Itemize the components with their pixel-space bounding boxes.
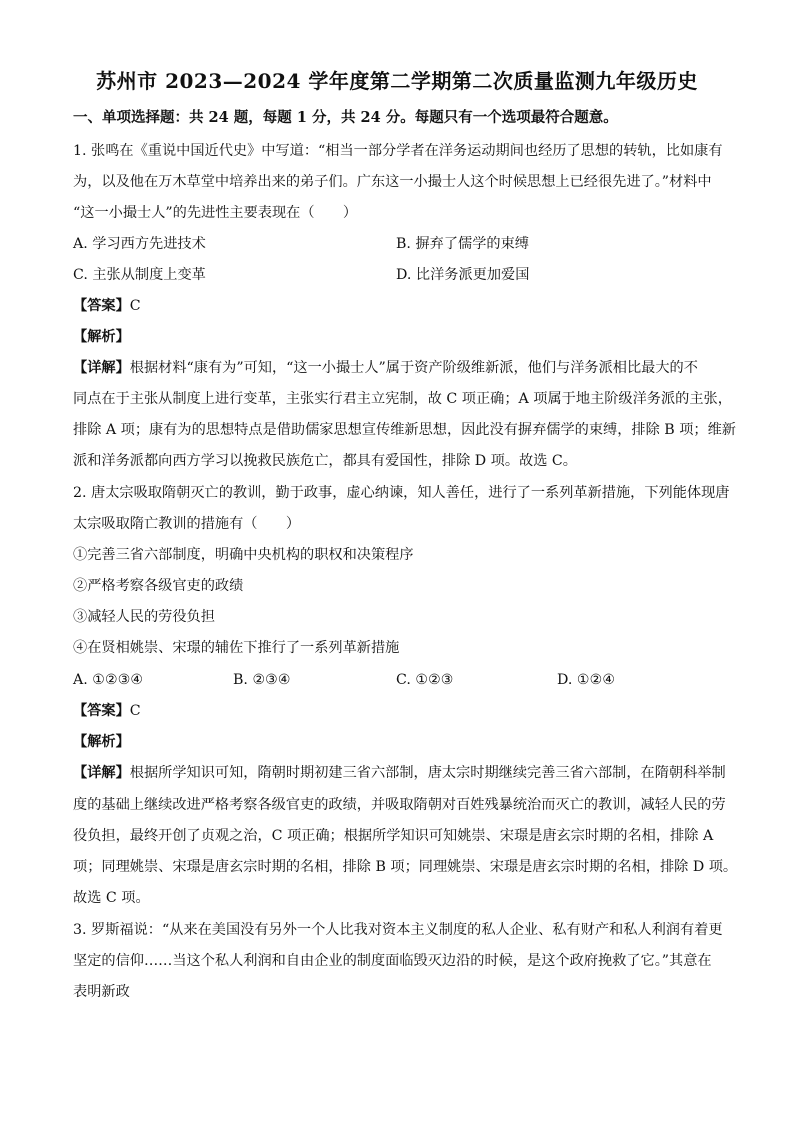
q2-item: ④在贤相姚崇、宋璟的辅佐下推行了一系列革新措施 [73, 640, 400, 656]
q2-answer [73, 701, 141, 721]
q1-option-a: A. 学习西方先进技术 [73, 236, 206, 252]
q3-stem-line: 3. 罗斯福说：“从来在美国没有另外一个人比我对资本主义制度的私人企业、私有财产和私人利润有着更 [73, 922, 723, 938]
q2-option-d: D. ①②④ [557, 672, 616, 688]
q1-stem-line: 为，以及他在万木草堂中培养出来的弟子们。广东这一小撮士人这个时候思想上已经很先进了。”材料中 [73, 174, 712, 190]
section-heading: 一、单项选择题：共 24 题，每题 1 分，共 24 分。每题只有一个选项最符合题意。 [73, 109, 618, 126]
q2-item: ②严格考察各级官吏的政绩 [73, 578, 244, 594]
q2-item: ①完善三省六部制度，明确中央机构的职权和决策程序 [73, 547, 414, 563]
q1-detail-line [73, 358, 698, 378]
q3-stem-line: 坚定的信仰……当这个私人利润和自由企业的制度面临毁灭边沿的时候，是这个政府挽救了它。”其意在 [73, 953, 712, 969]
q1-stem-line: 1. 张鸣在《重说中国近代史》中写道：“相当一部分学者在洋务运动期间也经历了思想的转轨，比如康有 [73, 143, 723, 159]
q1-option-d: D. 比洋务派更加爱国 [396, 267, 530, 283]
q2-detail-line: 役负担，最终开创了贞观之治，C 项正确；根据所学知识可知姚崇、宋璟是唐玄宗时期的名相，排除 A [73, 828, 714, 844]
q2-stem-line: 太宗吸取隋亡教训的措施有（ ） [73, 516, 301, 532]
q1-detail-line: 排除 A 项；康有为的思想特点是借助儒家思想宣传维新思想，因此没有摒弃儒学的束缚，排除 B 项；维新 [73, 422, 736, 438]
q1-option-c: C. 主张从制度上变革 [73, 267, 206, 283]
q2-option-a: A. ①②③④ [73, 672, 144, 688]
detail-tag: 【详解】 [73, 360, 130, 376]
detail-text: 根据所学知识可知，隋朝时期初建三省六部制，唐太宗时期继续完善三省六部制，在隋朝科举制 [129, 765, 726, 781]
q1-answer [73, 296, 141, 316]
q2-detail-line: 故选 C 项。 [73, 890, 150, 906]
answer-tag: 【答案】 [73, 298, 130, 314]
q2-stem-line: 2. 唐太宗吸取隋朝灭亡的教训，勤于政事，虚心纳谏，知人善任，进行了一系列革新措施，下列能体现唐 [73, 485, 730, 501]
q1-stem-line: “这一小撮士人”的先进性主要表现在（ ） [73, 205, 358, 221]
q3-stem-line: 表明新政 [73, 984, 130, 1000]
answer-tag: 【答案】 [73, 703, 130, 719]
page-title: 苏州市 2023—2024 学年度第二学期第二次质量监测九年级历史 [96, 69, 698, 93]
q2-option-c: C. ①②③ [396, 672, 454, 688]
answer-value: C [129, 298, 141, 314]
q1-detail-line: 同点在于主张从制度上进行变革，主张实行君主立宪制，故 C 项正确；A 项属于地主阶级洋务派的主张， [73, 391, 732, 407]
q1-analysis-tag: 【解析】 [73, 329, 130, 345]
q1-detail-line: 派和洋务派都向西方学习以挽救民族危亡，都具有爱国性，排除 D 项。故选 C。 [73, 453, 577, 469]
q2-detail-line: 度的基础上继续改进严格考察各级官吏的政绩，并吸取隋朝对百姓残暴统治而灭亡的教训，减轻人民的劳 [73, 797, 726, 813]
q2-item: ③减轻人民的劳役负担 [73, 609, 215, 625]
answer-value: C [129, 703, 141, 719]
q1-option-b: B. 摒弃了儒学的束缚 [396, 236, 529, 252]
q2-analysis-tag: 【解析】 [73, 734, 130, 750]
detail-text: 根据材料“康有为”可知，“这一小撮士人”属于资产阶级维新派，他们与洋务派相比最大的不 [129, 360, 698, 376]
q2-detail-line: 项；同理姚崇、宋璟是唐玄宗时期的名相，排除 B 项；同理姚崇、宋璟是唐玄宗时期的名相，排除 D 项。 [73, 859, 738, 875]
q2-detail-line [73, 763, 726, 783]
detail-tag: 【详解】 [73, 765, 130, 781]
q2-option-b: B. ②③④ [233, 672, 291, 688]
